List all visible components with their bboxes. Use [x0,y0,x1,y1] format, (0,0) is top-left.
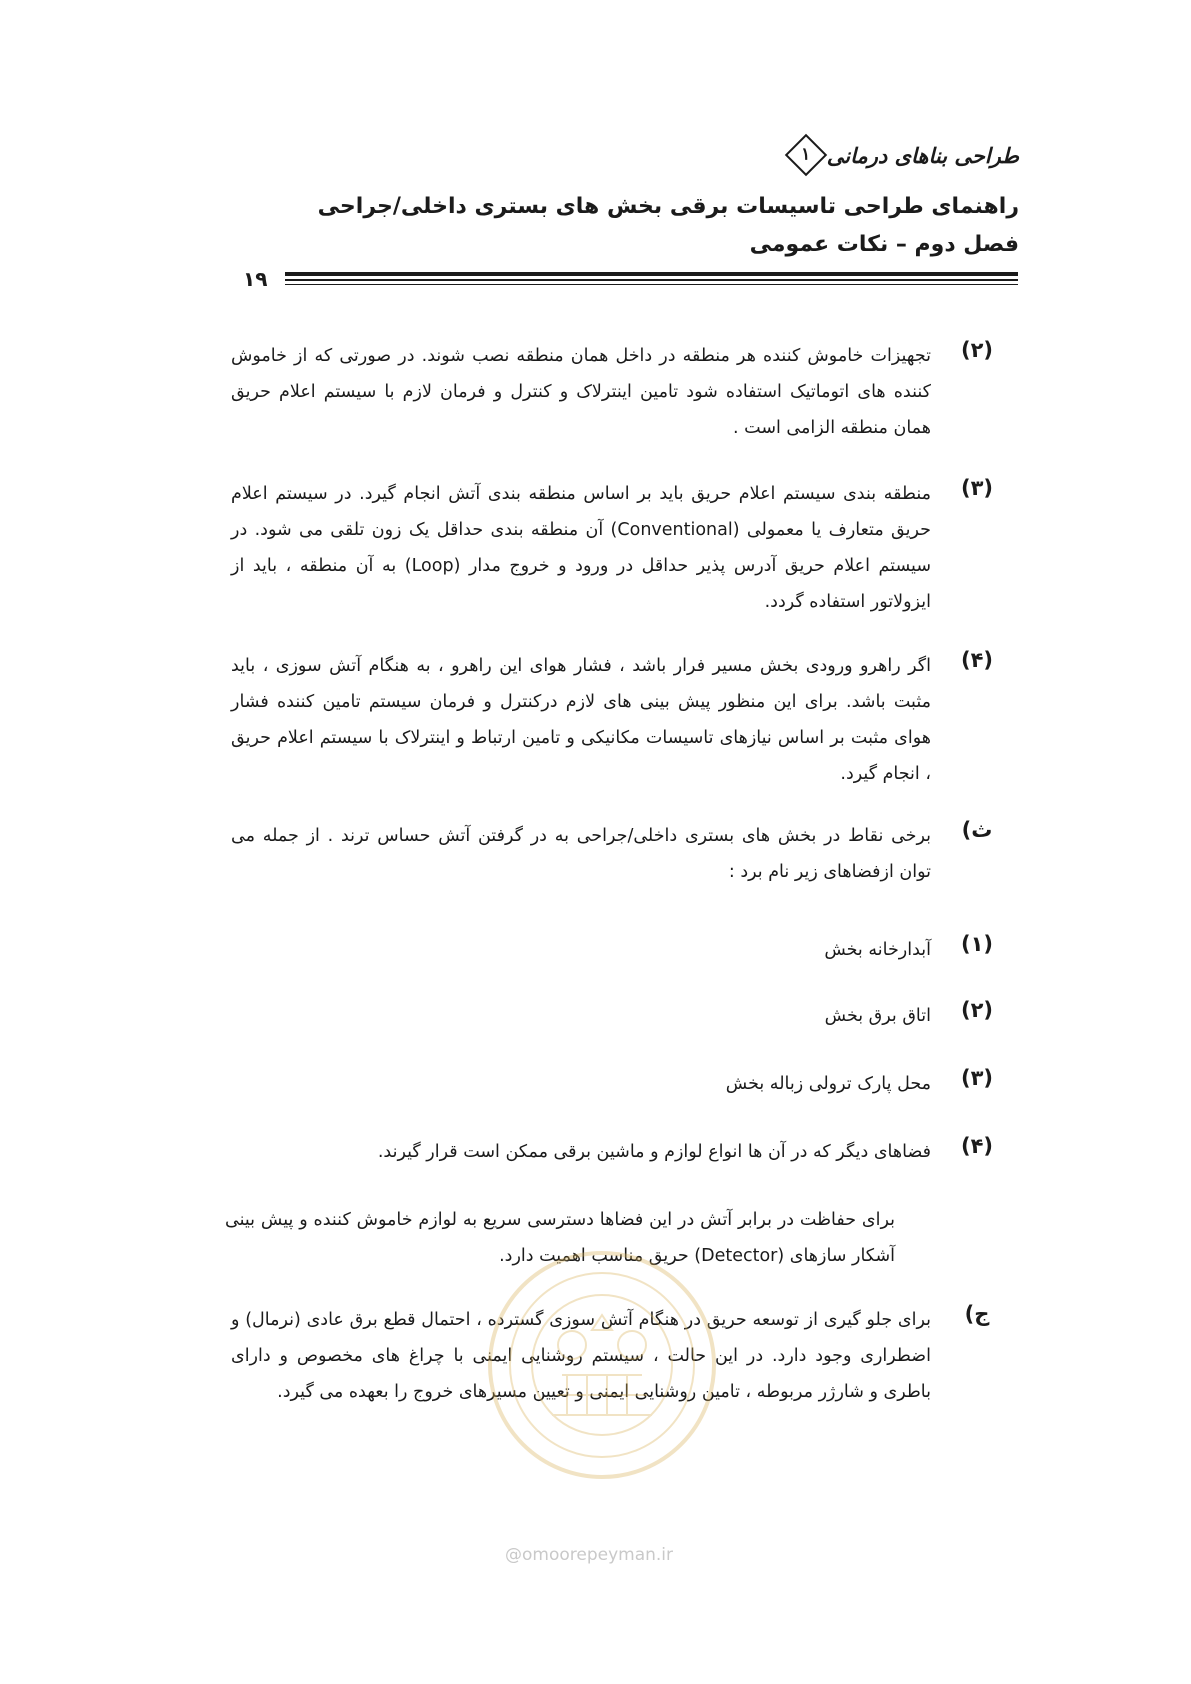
sub-list-item [231,1066,1031,1102]
item-text: اگر راهرو ورودی بخش مسیر فرار باشد ، فشار هوای این راهرو ، به هنگام آتش سوزی ، باید مثبت باشد. برای این منظور پیش بینی های لازم درکنترل و فرمان سیستم تامین کننده فشار هوای مثبت بر اساس نیازهای تاسیسات مکانیکی و تامین ارتباط و اینترلاک با سیستم اعلام حریق ، انجام گیرد. [231,656,931,784]
series-header [783,140,1019,170]
list-item [231,476,1031,620]
header-rule [285,279,1018,281]
page-number: ۱۹ [243,267,268,291]
series-number: ۱ [801,145,811,166]
item-text: فضاهای دیگر که در آن ها انواع لوازم و ماشین برقی ممکن است قرار گیرند. [377,1142,931,1162]
item-marker: (۳) [960,476,994,500]
item-marker: (۲) [960,998,994,1022]
sub-list-item [231,932,1031,968]
item-marker: (۱) [960,932,994,956]
item-text: آبدارخانه بخش [824,940,931,960]
item-marker: (۳) [960,1066,994,1090]
series-title: طراحی بناهای درمانی [826,142,1019,168]
series-number-badge [785,134,827,176]
item-marker: (۴) [960,648,994,672]
item-marker: ج) [964,1302,990,1326]
item-text: اتاق برق بخش [824,1006,931,1026]
sub-list-item [231,1134,1031,1170]
guide-title: راهنمای طراحی تاسیسات برقی بخش های بستری داخلی/جراحی [317,194,1019,219]
sub-list-item [231,998,1031,1034]
list-item [231,648,1031,792]
list-item [231,338,1031,446]
item-marker: (۲) [960,338,994,362]
list-item [231,818,1031,890]
item-marker: (۴) [960,1134,994,1158]
list-item [231,1302,1031,1410]
item-text: برای جلو گیری از توسعه حریق در هنگام آتش سوزی گسترده ، احتمال قطع برق عادی (نرمال) و اضطراری وجود دارد. در این حالت ، سیستم روشنایی ایمنی با چراغ های مخصوص و دارای باطری و شارژر مربوطه ، تامین روشنایی ایمنی و تعیین مسیرهای خروج را بعهده می گیرد. [231,1310,931,1402]
item-marker: ث) [961,818,993,842]
chapter-title: فصل دوم – نکات عمومی [749,232,1019,257]
header-rule [285,284,1018,285]
item-text: منطقه بندی سیستم اعلام حریق باید بر اساس منطقه بندی آتش انجام گیرد. در سیستم اعلام حریق متعارف یا معمولی (Conventional) آن منطقه بندی حداقل یک زون تلقی می شود. در سیستم اعلام حریق آدرس پذیر حداقل در ورود و خروج مدار (Loop) به آن منطقه ، باید از ایزولاتور استفاده گردد. [231,484,931,612]
item-text: تجهیزات خاموش کننده هر منطقه در داخل همان منطقه نصب شوند. در صورتی که از خاموش کننده های اتوماتیک استفاده شود تامین اینترلاک و کنترل و فرمان لازم با سیستم اعلام حریق همان منطقه الزامی است . [231,346,931,438]
item-text: محل پارک ترولی زباله بخش [725,1074,931,1094]
header-rule [285,272,1018,276]
item-text: برخی نقاط در بخش های بستری داخلی/جراحی به در گرفتن آتش حساس ترند . از جمله می توان ازفضاهای زیر نام برد : [231,826,931,882]
watermark-site-text: @omoorepeyman.ir [505,1545,674,1565]
closing-paragraph: برای حفاظت در برابر آتش در این فضاها دسترسی سریع به لوازم خاموش کننده و پیش بینی آشکار سازهای (Detector) حریق مناسب اهمیت دارد. [225,1210,895,1266]
